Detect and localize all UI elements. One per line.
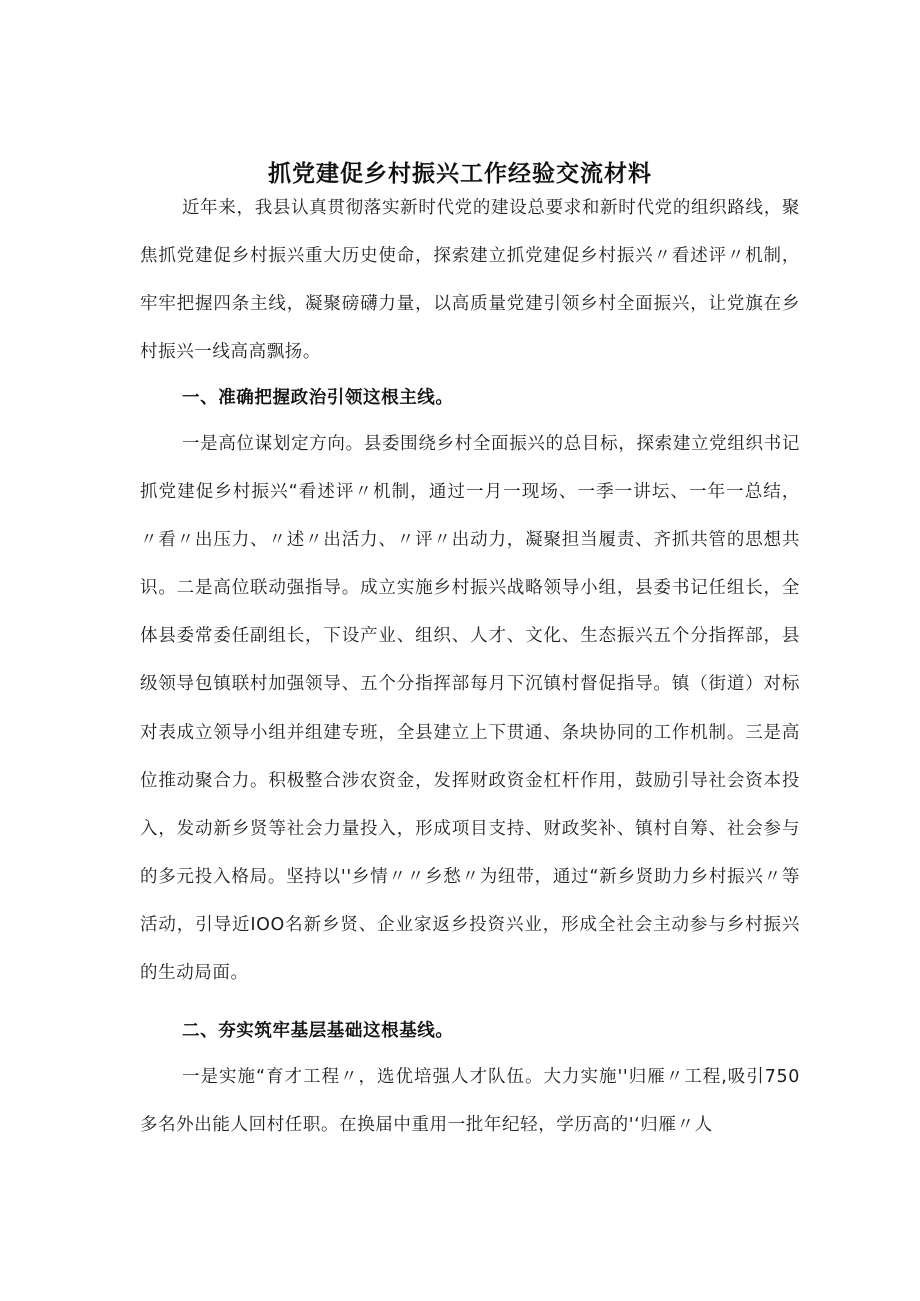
- section-1-heading: 一、准确把握政治引领这根主线。: [182, 388, 454, 408]
- section-2-heading: 二、夯实筑牢基层基础这根基线。: [182, 1021, 454, 1041]
- document-title: 抓党建促乡村振兴工作经验交流材料: [268, 161, 652, 188]
- intro-paragraph: 近年来，我县认真贯彻落实新时代党的建设总要求和新时代党的组织路线，聚焦抓党建促乡村振兴重大历史使命，探索建立抓党建促乡村振兴〃看述评〃机制，牢牢把握四条主线，凝聚磅礴力量，以高质量党建引领乡村全面振兴，让党旗在乡村振兴一线高高飘扬。: [140, 198, 800, 363]
- section-2-paragraph: 一是实施“育才工程〃，选优培强人才队伍。大力实施''归雁〃工程,吸引750多名外出能人回村任职。在换届中重用一批年纪轻，学历高的'‘归雁〃人: [140, 1067, 800, 1136]
- section-1-paragraph: 一是高位谋划定方向。县委围绕乡村全面振兴的总目标，探索建立党组织书记抓党建促乡村振兴“看述评〃机制，通过一月一现场、一季一讲坛、一年一总结，〃看〃出压力、〃述〃出活力、〃评〃出动力，凝聚担当履责、齐抓共管的思想共识。二是高位联动强指导。成立实施乡村振兴战略领导小组，县委书记任组长，全体县委常委任副组长，下设产业、组织、人才、文化、生态振兴五个分指挥部，县级领导包镇联村加强领导、五个分指挥部每月下沉镇村督促指导。镇（街道）对标对表成立领导小组并组建专班，全县建立上下贯通、条块协同的工作机制。三是高位推动聚合力。积极整合涉农资金，发挥财政资金杠杆作用，鼓励引导社会资本投入，发动新乡贤等社会力量投入，形成项目支持、财政奖补、镇村自筹、社会参与的多元投入格局。坚持以''乡情〃〃乡愁〃为纽带，通过“新乡贤助力乡村振兴〃等活动，引导近IOO名新乡贤、企业家返乡投资兴业，形成全社会主动参与乡村振兴的生动局面。: [140, 434, 800, 984]
